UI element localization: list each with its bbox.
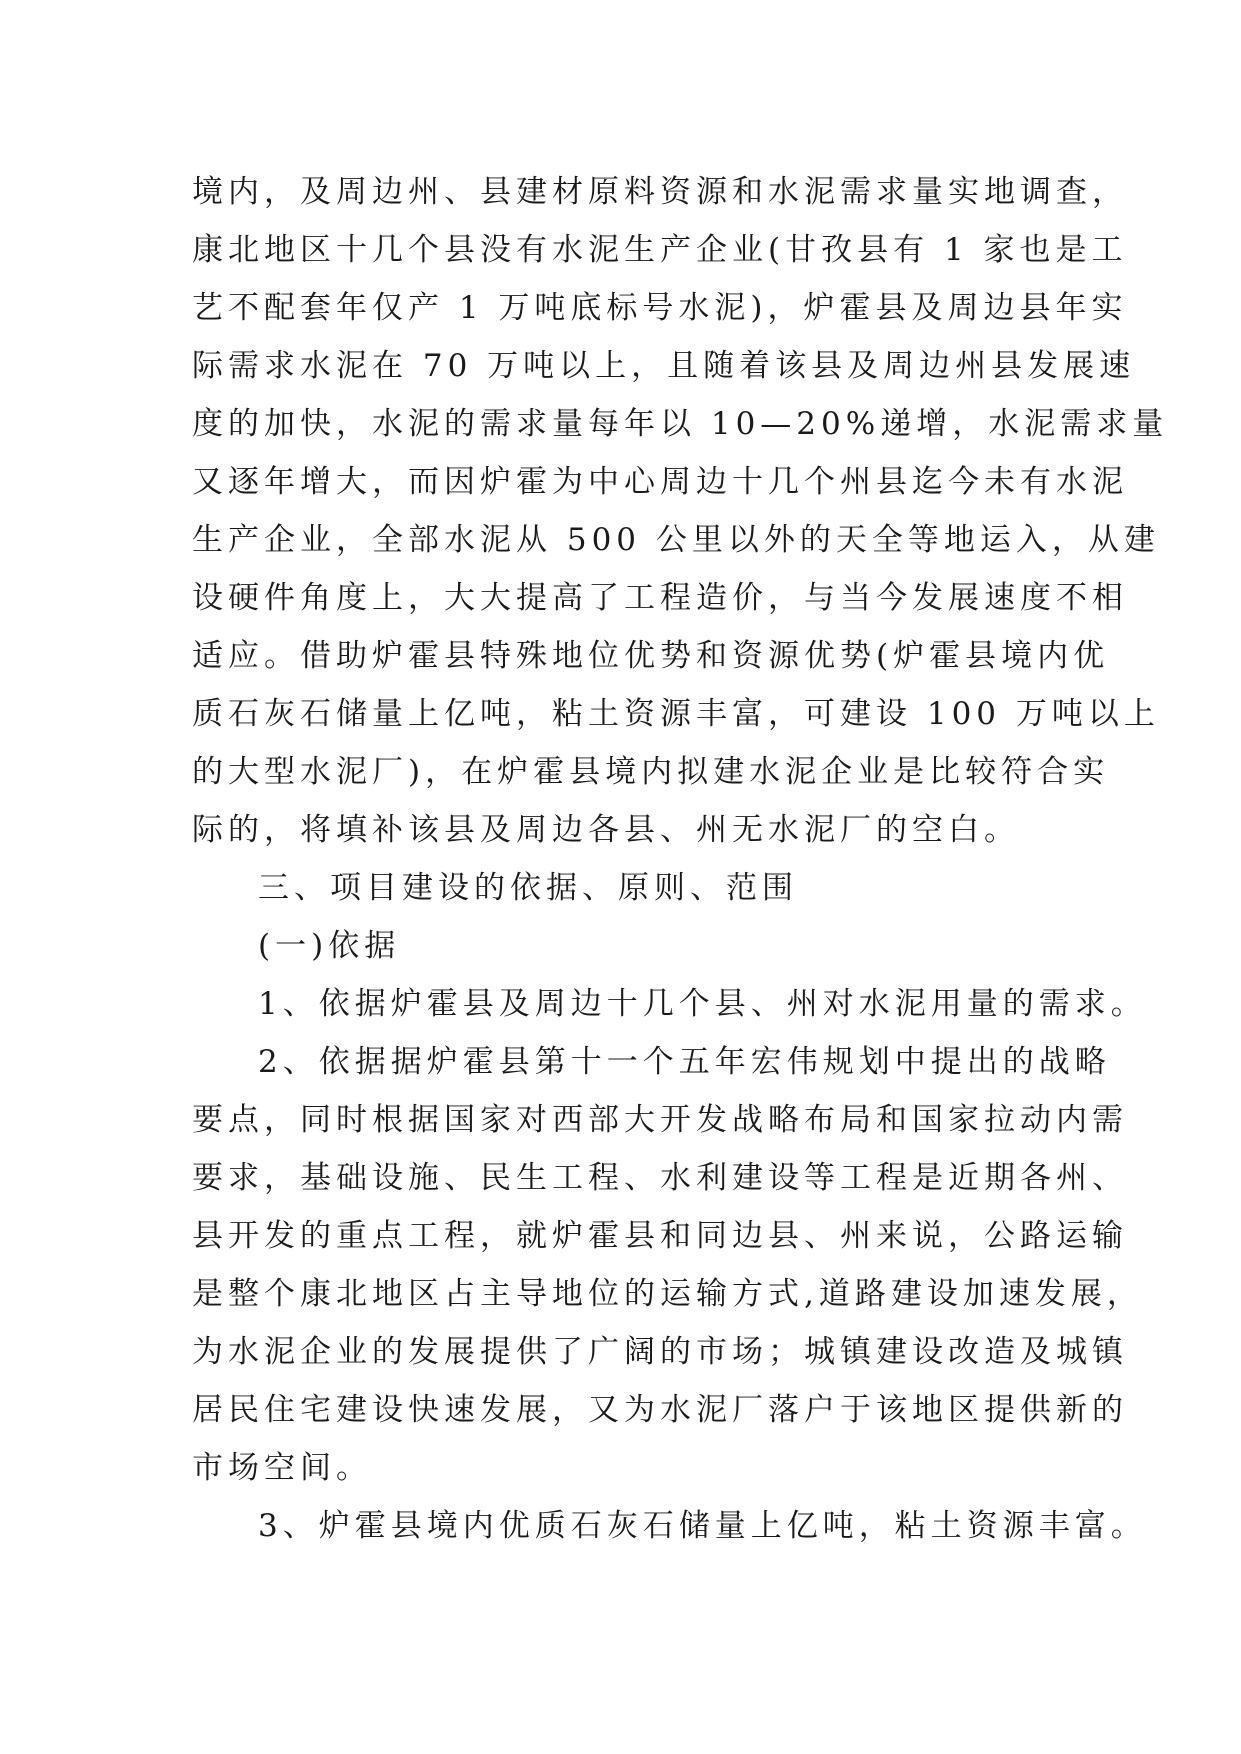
text-line: 适应。借助炉霍县特殊地位优势和资源优势(炉霍县境内优 [192,638,1110,674]
document-body [192,163,1169,1555]
text-line: 际的，将填补该县及周边各县、州无水泥厂的空白。 [192,812,1020,848]
text-line: 要求，基础设施、民生工程、水利建设等工程是近期各州、 [192,1160,1128,1196]
text-line: 康北地区十几个县没有水泥生产企业(甘孜县有 1 家也是工 [192,232,1128,268]
text-line: 生产企业，全部水泥从 500 公里以外的天全等地运入，从建 [192,522,1160,558]
text-line: 为水泥企业的发展提供了广阔的市场；城镇建设改造及城镇 [192,1334,1128,1370]
text-line: 设硬件角度上，大大提高了工程造价，与当今发展速度不相 [192,580,1128,616]
text-line: 市场空间。 [192,1450,372,1486]
text-line: 质石灰石储量上亿吨，粘土资源丰富，可建设 100 万吨以上 [192,696,1160,732]
text-line: 境内，及周边州、县建材原料资源和水泥需求量实地调查， [192,174,1128,210]
list-item: 3、炉霍县境内优质石灰石储量上亿吨，粘土资源丰富。 [258,1508,1147,1544]
text-line: 是整个康北地区占主导地位的运输方式,道路建设加速发展， [192,1276,1143,1312]
list-item: 2、依据据炉霍县第十一个五年宏伟规划中提出的战略 [258,1044,1111,1080]
text-line: 又逐年增大，而因炉霍为中心周边十几个州县迄今未有水泥 [192,464,1128,500]
list-item: 1、依据炉霍县及周边十几个县、州对水泥用量的需求。 [258,986,1147,1022]
text-line: 艺不配套年仅产 1 万吨底标号水泥)，炉霍县及周边县年实 [192,290,1128,326]
text-line: 的大型水泥厂)，在炉霍县境内拟建水泥企业是比较符合实 [192,754,1110,790]
text-line: 要点，同时根据国家对西部大开发战略布局和国家拉动内需 [192,1102,1128,1138]
text-line: 度的加快，水泥的需求量每年以 10—20%递增，水泥需求量 [192,406,1169,442]
text-line: 际需求水泥在 70 万吨以上，且随着该县及周边州县发展速 [192,348,1136,384]
subsection-heading: (一)依据 [258,928,401,964]
text-line: 县开发的重点工程，就炉霍县和同边县、州来说，公路运输 [192,1218,1128,1254]
text-line: 居民住宅建设快速发展，又为水泥厂落户于该地区提供新的 [192,1392,1128,1428]
section-heading: 三、项目建设的依据、原则、范围 [258,870,798,906]
